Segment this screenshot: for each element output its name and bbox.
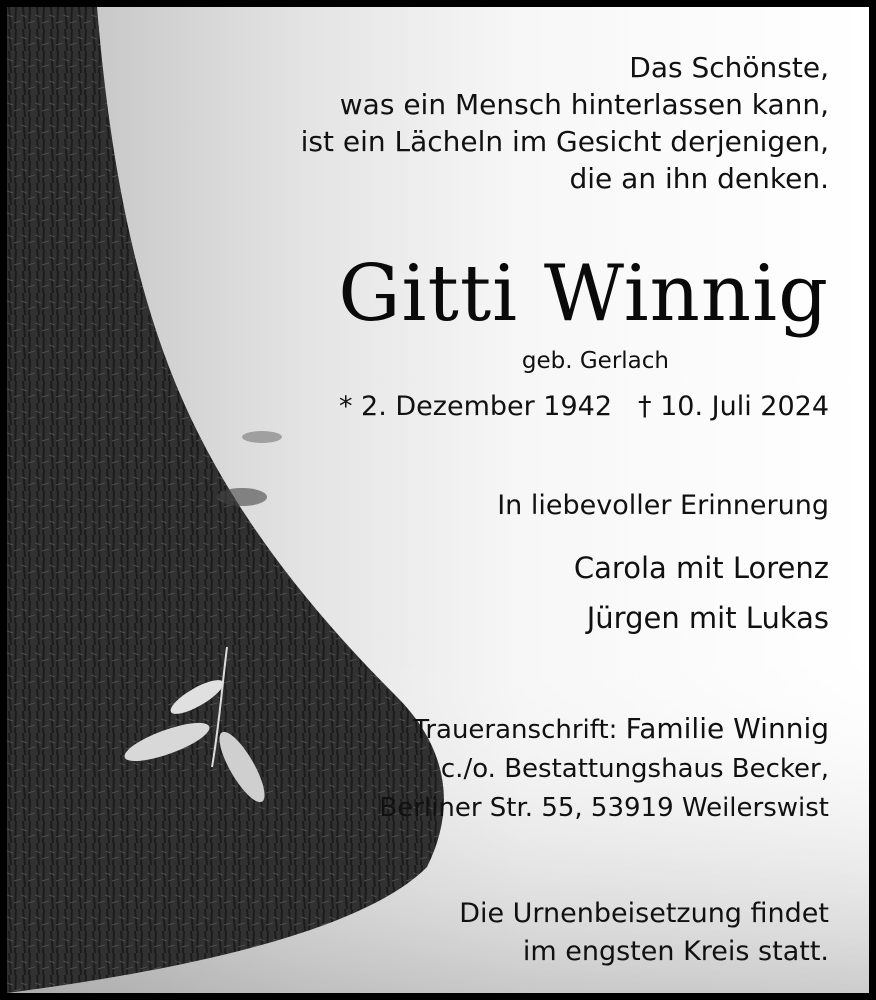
memorial-quote xyxy=(301,49,829,197)
quote-line: ist ein Lächeln im Gesicht derjenigen, xyxy=(300,125,829,158)
quote-line: Das Schönste, xyxy=(629,51,829,84)
quote-line: die an ihn denken. xyxy=(569,162,829,195)
quote-line: was ein Mensch hinterlassen kann, xyxy=(339,88,829,121)
address-family: Familie Winnig xyxy=(625,712,829,745)
address-line xyxy=(379,709,829,750)
mourner-name: Carola mit Lorenz xyxy=(573,551,829,585)
mourner-name: Jürgen mit Lukas xyxy=(586,601,829,635)
birth-name: geb. Gerlach xyxy=(521,348,669,374)
address-line: c./o. Bestattungshaus Becker, xyxy=(440,754,829,784)
death-date: † 10. Juli 2024 xyxy=(638,391,829,422)
life-dates xyxy=(339,391,829,422)
mourning-address xyxy=(379,709,829,828)
remembrance-heading: In liebevoller Erinnerung xyxy=(497,490,829,521)
deceased-name: Gitti Winnig xyxy=(338,249,829,339)
burial-line: im engsten Kreis statt. xyxy=(522,936,829,967)
mourners-list xyxy=(574,543,829,643)
address-label: Traueranschrift: xyxy=(413,715,618,745)
birth-date: * 2. Dezember 1942 xyxy=(338,391,613,422)
burial-notice xyxy=(459,895,829,971)
address-line: Berliner Str. 55, 53919 Weilerswist xyxy=(379,793,829,823)
burial-line: Die Urnenbeisetzung findet xyxy=(459,898,829,929)
